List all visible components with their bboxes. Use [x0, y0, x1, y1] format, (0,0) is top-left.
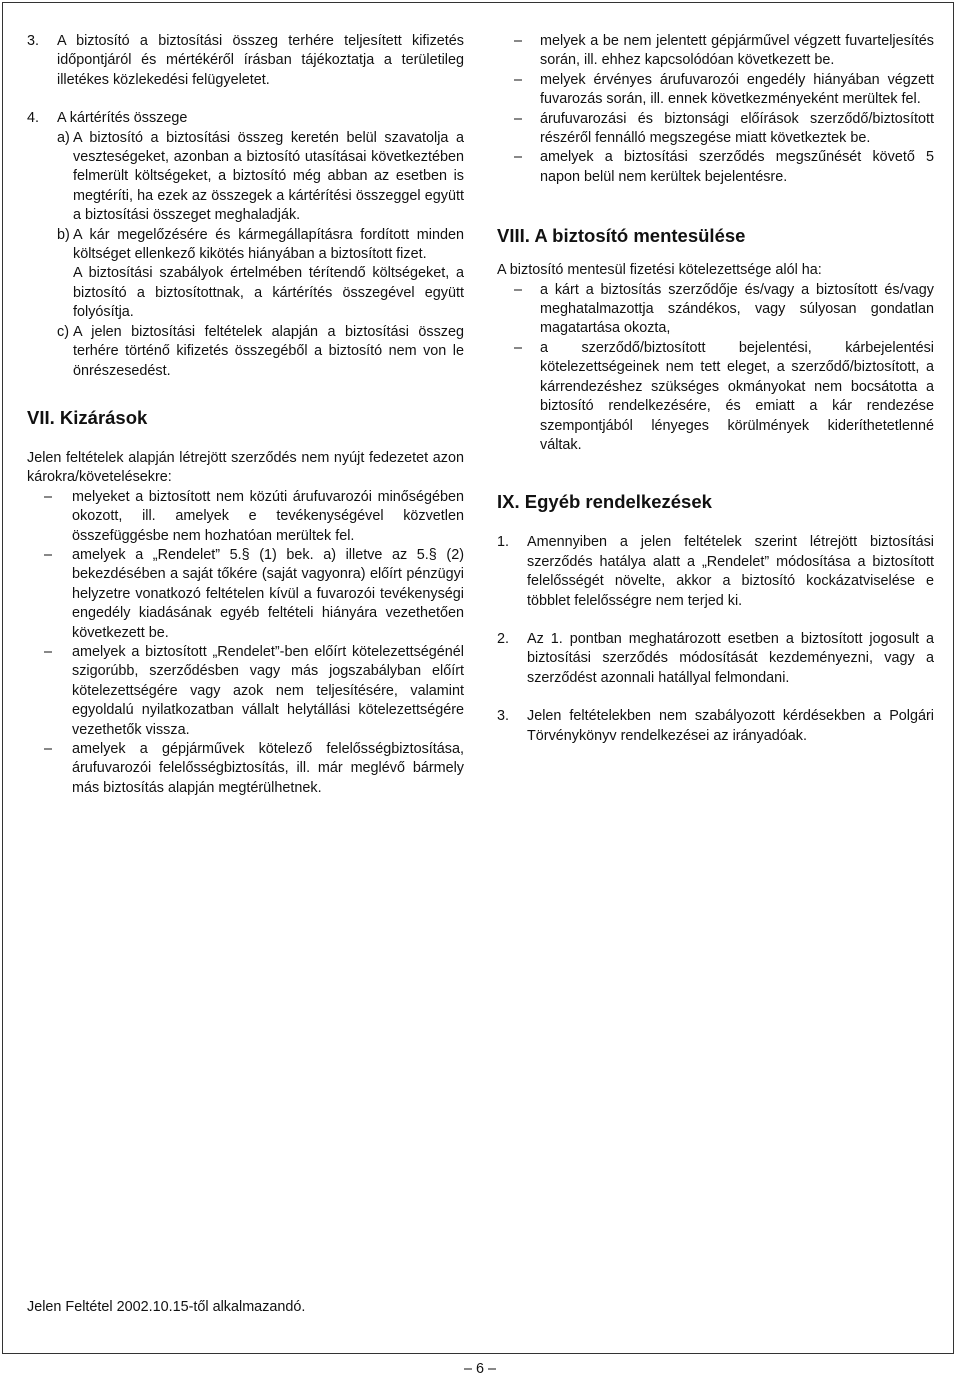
item-4-a-label: a) — [57, 129, 70, 146]
exclusion-text: árufuvarozási és biztonsági előírások szerződő/biztosított részéről fennálló megszegése miatt következtek be. — [540, 110, 934, 147]
dash-marker: – — [514, 149, 523, 166]
left-column — [27, 32, 464, 798]
exclusion-text: amelyek a gépjárművek kötelező felelősségbiztosítása, árufuvarozói felelősségbiztosítás, ill. már meglévő bármely más biztosítás alapján megtérülhetnek. — [72, 741, 464, 796]
provision-item — [497, 533, 934, 611]
item-4-b — [57, 226, 464, 265]
exclusion-item-continued — [497, 110, 934, 149]
item-3-text: A biztosító a biztosítási összeg terhére teljesített kifizetés időpontjáról és mértékéről írásban tájékoztatja a területileg illetékes közlekedési felügyeletet. — [57, 33, 464, 88]
exclusion-text: melyeket a biztosított nem közúti árufuvarozói minőségében okozott, ill. amelyek e tevékenységével közvetlen összefüggésbe nem hozhatóan merültek fel. — [72, 488, 464, 544]
item-4-title: A kártérítés összege — [57, 110, 188, 127]
item-4-b-label: b) — [57, 226, 70, 243]
item-4-c-text: A jelen biztosítási feltételek alapján a biztosítási összeg terhére történő kifizetés összegéből a biztosító nem von le önrészesedést. — [73, 323, 464, 379]
dash-marker: – — [514, 71, 523, 88]
exclusion-item — [27, 546, 464, 643]
item-4-c — [57, 323, 464, 381]
page-number: – 6 – — [463, 1361, 496, 1377]
exclusion-item — [27, 488, 464, 546]
exclusion-item-continued — [497, 148, 934, 187]
dash-marker: – — [514, 281, 523, 298]
exemption-text: a szerződő/biztosított bejelentési, kárbejelentési kötelezettségeinek nem tett eleget, a szerződő/biztosított, a kárrendezéshez szükséges okmányokat nem bocsátotta a biztosító rendelkezésére, és emiatt a kár rendezése szempontjából lényeges körülmények kideríthetetlenné váltak. — [540, 339, 934, 453]
provision-item — [497, 630, 934, 688]
provision-text: Jelen feltételekben nem szabályozott kérdésekben a Polgári Törvénykönyv rendelkezései az irányadóak. — [527, 708, 934, 744]
provision-text: Amennyiben a jelen feltételek szerint létrejött biztosítási szerződés hatálya alatt a „Rendelet” módosítása a biztosított felelősségét növelte, akkor a biztosító kockázatviselése e többlet felelősségre nem terjed ki. — [527, 534, 934, 609]
item-4-number: 4. — [27, 110, 40, 127]
item-3-number: 3. — [27, 33, 40, 49]
exemption-text: a kárt a biztosítás szerződője és/vagy a biztosított és/vagy meghatalmazottja szándékos, vagy súlyosan gondatlan magatartása okozta, — [540, 281, 934, 337]
item-3 — [27, 32, 464, 90]
section-7-intro: Jelen feltételek alapján létrejött szerződés nem nyújt fedezetet azon károkra/követelésekre: — [27, 449, 464, 486]
exclusion-item-continued — [497, 71, 934, 110]
exemption-item — [497, 281, 934, 339]
exclusion-text: amelyek a biztosított „Rendelet”-ben előírt kötelezettségénél szigorúbb, szerződésben vagy más jogszabályban előírt kötelezettségére vagy azok nem teljesítésére, valamint egyoldalú nyilatkozatban vállalt helytállási kötelezettségére vezethetők vissza. — [72, 643, 464, 738]
dash-marker: – — [514, 33, 523, 49]
exclusion-text: melyek érvényes árufuvarozói engedély hiányában végzett fuvarozás során, ill. ennek következményeként merültek fel. — [540, 71, 934, 108]
section-7-heading: VII. Kizárások — [27, 406, 148, 428]
section-8-intro: A biztosító mentesül fizetési kötelezettsége alól ha: — [497, 262, 822, 279]
item-4-b-text: A kár megelőzésére és kármegállapításra fordított minden költséget ellenkező kikötés hiányában a biztosított fizet. — [73, 226, 464, 263]
provision-number: 1. — [497, 534, 510, 551]
exclusion-text: amelyek a biztosítási szerződés megszűnését követő 5 napon belül nem kerültek bejelentésre. — [540, 149, 934, 185]
dash-marker: – — [44, 643, 53, 660]
exemption-item — [497, 339, 934, 455]
item-4-a — [57, 129, 464, 226]
section-8-heading: VIII. A biztosító mentesülése — [497, 225, 746, 247]
exclusion-item — [27, 643, 464, 740]
dash-marker: – — [514, 339, 523, 356]
dash-marker: – — [44, 546, 53, 563]
exclusion-item-continued — [497, 32, 934, 71]
dash-marker: – — [514, 110, 523, 127]
dash-marker: – — [44, 741, 53, 757]
dash-marker: – — [44, 488, 53, 505]
effective-date-note: Jelen Feltétel 2002.10.15-től alkalmazandó. — [27, 1299, 306, 1315]
exclusion-item — [27, 740, 464, 798]
provision-text: Az 1. pontban meghatározott esetben a biztosított jogosult a biztosítási szerződés módosítását kezdeményezni, vagy a szerződést azonnali hatállyal felmondani. — [527, 630, 934, 686]
exclusion-text: melyek a be nem jelentett gépjárművel végzett fuvarteljesítés során, ill. ehhez kapcsolódóan következett be. — [540, 33, 934, 69]
item-4-b-extra: A biztosítási szabályok értelmében térítendő költségeket, a biztosító a biztosítottnak, a kártérítés összegével együtt folyósítja. — [73, 265, 464, 321]
provision-number: 3. — [497, 708, 510, 725]
exclusion-text: amelyek a „Rendelet” 5.§ (1) bek. a) illetve az 5.§ (2) bekezdésében a saját tőkére (saját vagyonra) előírt pénzügyi helyzetre vonatkozó feltételen kívül a fuvarozói tevékenységi engedély kiadásának egyéb feltételi hiányára vezethetően következett be. — [72, 546, 464, 641]
item-4 — [27, 109, 464, 128]
item-4-c-label: c) — [57, 323, 69, 340]
item-4-a-text: A biztosító a biztosítási összeg keretén belül szavatolja a veszteségeket, azonban a biztosító utasításai következtében felmerült költségeket, a biztosító még abban az esetben is megtéríti, ha ezek az összegek a kártérítési összeggel együtt a biztosítási összeget meghaladják. — [73, 129, 464, 224]
provision-item — [497, 707, 934, 746]
right-column — [497, 32, 934, 746]
section-9-heading: IX. Egyéb rendelkezések — [497, 491, 712, 513]
provision-number: 2. — [497, 630, 510, 647]
